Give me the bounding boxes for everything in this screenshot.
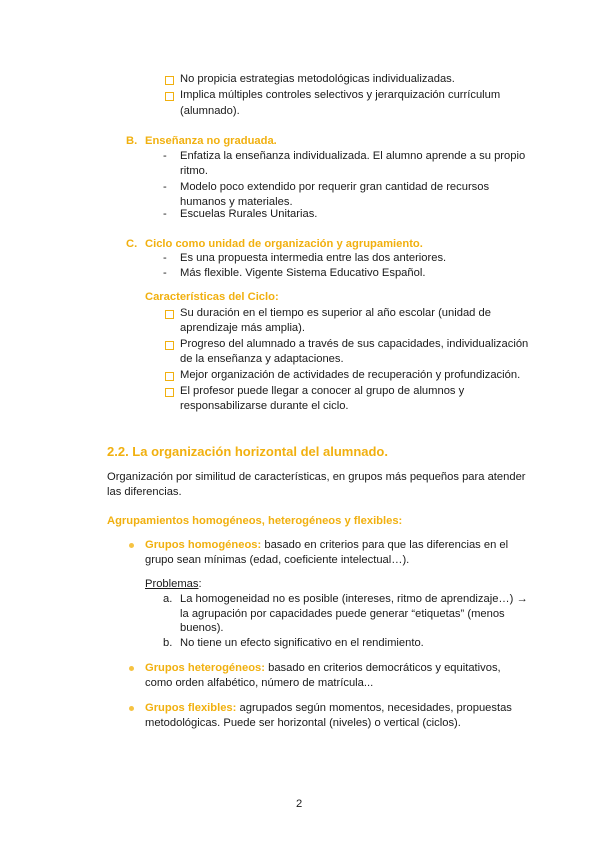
checklist-item-cont: (alumnado).: [180, 105, 240, 117]
dash-bullet: -: [163, 181, 167, 193]
checklist-item-cont: de la enseñanza y adaptaciones.: [180, 353, 344, 365]
checkbox-icon: [165, 92, 174, 101]
dash-bullet: -: [163, 267, 167, 279]
section-c-title: Ciclo como unidad de organización y agrupamiento.: [145, 238, 423, 250]
intro-paragraph-cont: las diferencias.: [107, 486, 182, 498]
list-item: Enfatiza la enseñanza individualizada. El alumno aprende a su propio: [180, 150, 526, 162]
group-label: Grupos homogéneos:: [145, 539, 262, 551]
problem-item-cont: buenos).: [180, 622, 224, 634]
group-text: basado en criterios para que las diferencias en el: [261, 539, 509, 551]
list-item-cont: ritmo.: [180, 165, 208, 177]
checklist-item: Mejor organización de actividades de recuperación y profundización.: [180, 369, 521, 381]
checklist-item: No propicia estrategias metodológicas individualizadas.: [180, 73, 455, 85]
checkbox-icon: [165, 388, 174, 397]
group-item-cont: como orden alfabético, número de matrícula...: [145, 677, 374, 689]
checkbox-icon: [165, 310, 174, 319]
checklist-item: Implica múltiples controles selectivos y jerarquización currículum: [180, 89, 501, 101]
section-b-letter: B.: [126, 135, 138, 147]
agrupamientos-subheading: Agrupamientos homogéneos, heterogéneos y flexibles:: [107, 515, 403, 527]
list-item: Es una propuesta intermedia entre las dos anteriores.: [180, 252, 447, 264]
problem-item-cont: la agrupación por capacidades puede generar “etiquetas” (menos: [180, 608, 505, 620]
checkbox-icon: [165, 372, 174, 381]
group-label: Grupos flexibles:: [145, 702, 237, 714]
ciclo-subheading: Características del Ciclo:: [145, 291, 279, 303]
checklist-item: Su duración en el tiempo es superior al año escolar (unidad de: [180, 307, 491, 319]
bullet-dot-icon: [129, 543, 134, 548]
list-item: Más flexible. Vigente Sistema Educativo Español.: [180, 267, 426, 279]
bullet-dot-icon: [129, 706, 134, 711]
checkbox-icon: [165, 76, 174, 85]
dash-bullet: -: [163, 252, 167, 264]
problem-item: No tiene un efecto significativo en el rendimiento.: [180, 637, 424, 649]
checkbox-icon: [165, 341, 174, 350]
checklist-item: El profesor puede llegar a conocer al grupo de alumnos y: [180, 385, 465, 397]
group-item: [145, 701, 512, 716]
problems-label: Problemas:: [145, 578, 202, 590]
dash-bullet: -: [163, 150, 167, 162]
group-item-cont: metodológicas. Puede ser horizontal (niveles) o vertical (ciclos).: [145, 717, 461, 729]
group-item: [145, 661, 501, 676]
section-b-title: Enseñanza no graduada.: [145, 135, 277, 147]
problem-item: La homogeneidad no es posible (intereses, ritmo de aprendizaje…) →: [180, 593, 528, 605]
bullet-dot-icon: [129, 666, 134, 671]
group-item-cont: grupo sean mínimas (edad, coeficiente intelectual…).: [145, 554, 410, 566]
section-heading: 2.2. La organización horizontal del alumnado.: [107, 444, 388, 459]
group-label: Grupos heterogéneos:: [145, 662, 265, 674]
checklist-item: Progreso del alumnado a través de sus capacidades, individualización: [180, 338, 529, 350]
checklist-item-cont: responsabilizarse durante el ciclo.: [180, 400, 349, 412]
checklist-item-cont: aprendizaje más amplia).: [180, 322, 305, 334]
list-item: Escuelas Rurales Unitarias.: [180, 208, 318, 220]
list-item: Modelo poco extendido por requerir gran cantidad de recursos: [180, 181, 490, 193]
problem-marker: a.: [163, 593, 173, 605]
group-item: [145, 538, 508, 553]
problem-marker: b.: [163, 637, 173, 649]
list-item-cont: humanos y materiales.: [180, 196, 293, 208]
section-c-letter: C.: [126, 238, 138, 250]
group-text: agrupados según momentos, necesidades, propuestas: [236, 702, 512, 714]
intro-paragraph: Organización por similitud de características, en grupos más pequeños para atender: [107, 471, 526, 483]
dash-bullet: -: [163, 208, 167, 220]
page-number: 2: [296, 798, 303, 810]
group-text: basado en criterios democráticos y equitativos,: [264, 662, 501, 674]
